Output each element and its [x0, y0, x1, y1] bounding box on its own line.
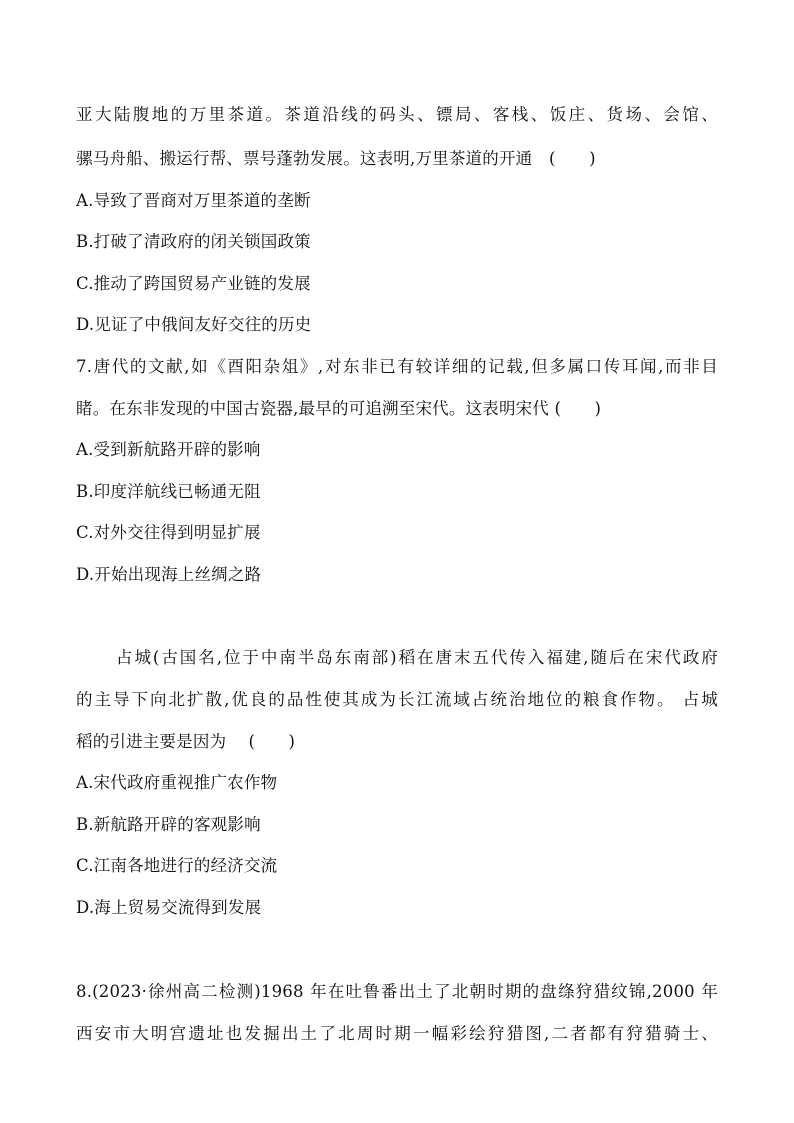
- q7-option-b: B.印度洋航线已畅通无阻: [76, 482, 261, 501]
- q7b-stem-line-1: 占城(古国名,位于中南半岛东南部)稻在唐末五代传入福建,随后在宋代政府: [116, 648, 718, 667]
- q7b-option-d: D.海上贸易交流得到发展: [76, 898, 262, 917]
- q8-stem-line-2: 西安市大明宫遗址也发掘出土了北周时期一幅彩绘狩猎图,二者都有狩猎骑士、: [76, 1024, 718, 1043]
- q8-stem-line-1: 8.(2023·徐州高二检测)1968 年在吐鲁番出土了北朝时期的盘绦狩猎纹锦,2000 年: [76, 982, 718, 1001]
- q7b-option-a: A.宋代政府重视推广农作物: [76, 773, 278, 792]
- q7b-option-c: C.江南各地进行的经济交流: [76, 856, 278, 875]
- q7b-stem-line-2: 的主导下向北扩散,优良的品性使其成为长江流域占统治地位的粮食作物。 占城: [76, 690, 718, 709]
- q7-stem-line-2: 睹。在东非发现的中国古瓷器,最早的可追溯至宋代。这表明宋代 ( ): [76, 399, 602, 418]
- q6-option-d: D.见证了中俄间友好交往的历史: [76, 315, 312, 334]
- q7-option-a: A.受到新航路开辟的影响: [76, 440, 261, 459]
- q6-option-b: B.打破了清政府的闭关锁国政策: [76, 232, 311, 251]
- q7-option-d: D.开始出现海上丝绸之路: [76, 565, 262, 584]
- q7-option-c: C.对外交往得到明显扩展: [76, 523, 261, 542]
- q6-stem-line-1: 亚大陆腹地的万里茶道。茶道沿线的码头、镖局、客栈、饭庄、货场、会馆、: [76, 105, 718, 124]
- q7b-option-b: B.新航路开辟的客观影响: [76, 815, 261, 834]
- q6-option-a: A.导致了晋商对万里茶道的垄断: [76, 191, 311, 210]
- q6-option-c: C.推动了跨国贸易产业链的发展: [76, 274, 311, 293]
- q6-stem-line-2: 骡马舟船、搬运行帮、票号蓬勃发展。这表明,万里茶道的开通 ( ): [76, 149, 596, 168]
- q7b-stem-line-3: 稻的引进主要是因为 ( ): [76, 732, 296, 751]
- q7-stem-line-1: 7.唐代的文献,如《酉阳杂俎》,对东非已有较详细的记载,但多属口传耳闻,而非目: [76, 357, 718, 376]
